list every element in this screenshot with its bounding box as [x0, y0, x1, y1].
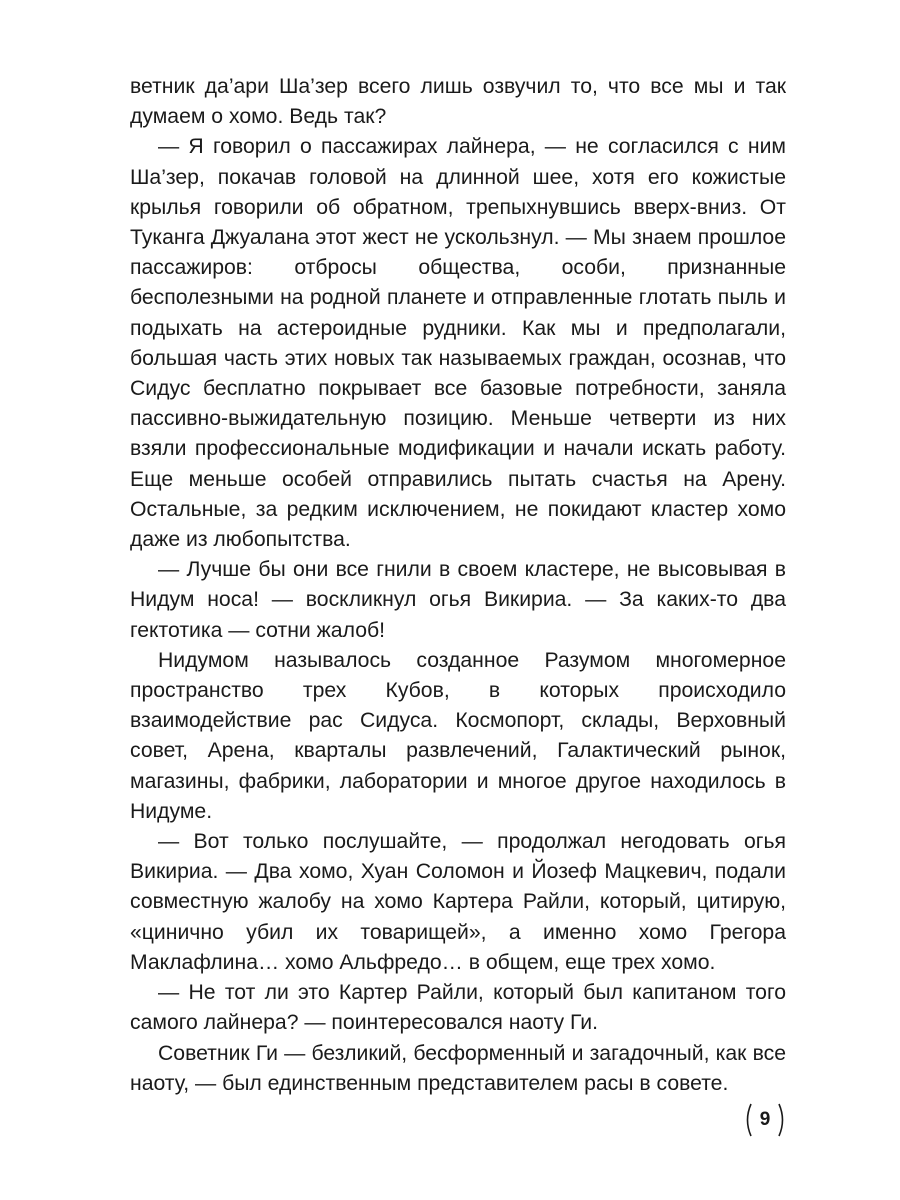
paragraph-7: Советник Ги — безликий, бесформенный и загадочный, как все наоту, — был единственным представителем расы в совете. — [130, 1041, 786, 1095]
paragraph-4: Нидумом называлось созданное Разумом многомерное пространство трех Кубов, в которых происходило взаимодействие рас Сидуса. Космопорт, склады, Верховный совет, Арена, кварталы развлечений, Галактический рынок, магазины, фабрики, лаборатории и многое другое находилось в Нидуме. — [130, 648, 786, 823]
paragraph-2: — Я говорил о пассажирах лайнера, — не согласился с ним Ша’зер, покачав головой на длинной шее, хотя его кожистые крылья говорили об обратном, трепыхнувшись вверх-вниз. От Туканга Джуалана этот жест не ускользнул. — Мы знаем прошлое пассажиров: отбросы общества, особи, признанные бесполезными на родной планете и отправленные глотать пыль и подыхать на астероидные рудники. Как мы и предполагали, большая часть этих новых так называемых граждан, осознав, что Сидус бесплатно покрывает все базовые потребности, заняла пассивно-выжидательную позицию. Меньше четверти из них взяли профессиональные модификации и начали искать работу. Еще меньше особей отправились пытать счастья на Арену. Остальные, за редким исключением, не покидают кластер хомо даже из любопытства. — [130, 135, 786, 552]
paragraph-3: — Лучше бы они все гнили в своем кластере, не высовывая в Нидум носа! — воскликнул огья Викириа. — За каких-то два гектотика — сотни жалоб! — [130, 558, 786, 642]
page-number-badge — [742, 1100, 788, 1140]
book-page-body — [130, 72, 786, 1099]
page-number: 9 — [759, 1109, 771, 1130]
paragraph-5: — Вот только послушайте, — продолжал негодовать огья Викириа. — Два хомо, Хуан Соломон и Йозеф Мацкевич, подали совместную жалобу на хомо Картера Райли, который, цитирую, «цинично убил их товарищей», а именно хомо Грегора Маклафлина… хомо Альфредо… в общем, еще трех хомо. — [130, 830, 786, 974]
paragraph-6: — Не тот ли это Картер Райли, который был капитаном того самого лайнера? — поинтересовался наоту Ги. — [130, 981, 786, 1035]
paragraph-1: ветник да’ари Ша’зер всего лишь озвучил то, что все мы и так думаем о хомо. Ведь так? — [130, 75, 786, 129]
